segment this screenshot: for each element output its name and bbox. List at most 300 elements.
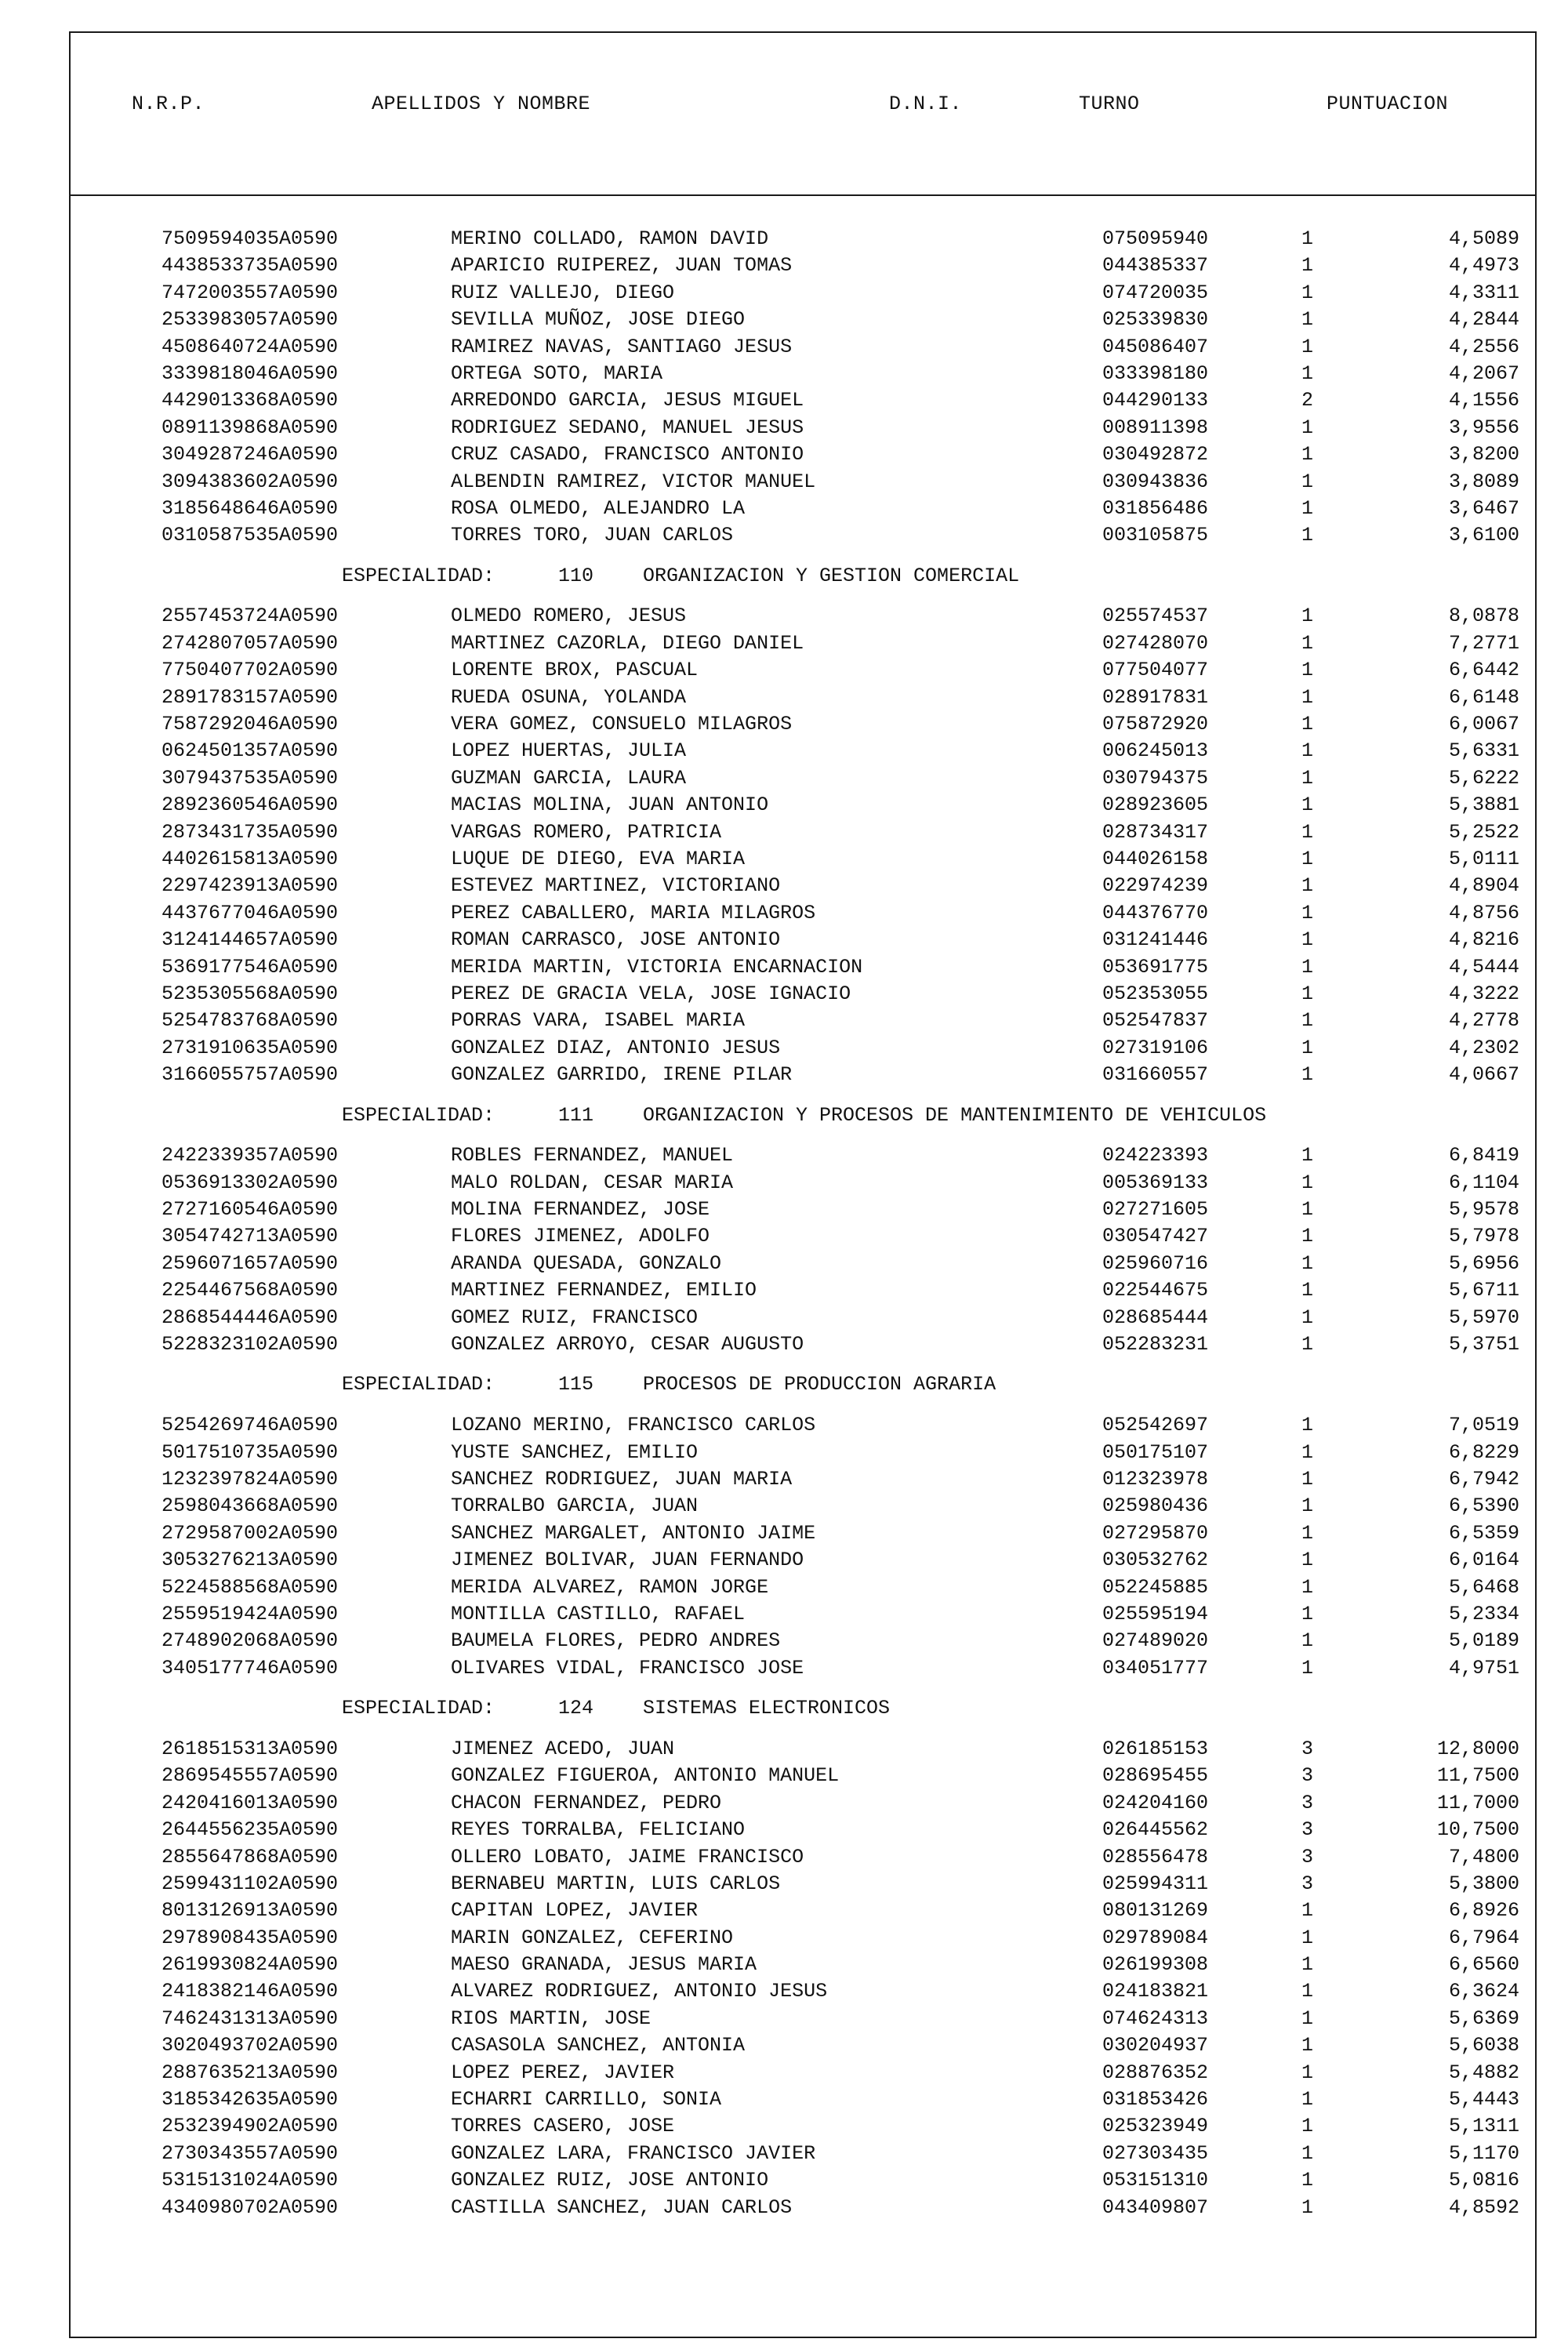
cell-name: JIMENEZ ACEDO, JUAN xyxy=(451,1737,675,1760)
cell-name: GONZALEZ RUIZ, JOSE ANTONIO xyxy=(451,2169,769,2192)
table-row xyxy=(71,1277,1535,1304)
cell-nrp: 7750407702A0590 xyxy=(162,659,339,682)
table-row xyxy=(71,334,1535,361)
table-row xyxy=(71,738,1535,764)
specialty-name: SISTEMAS ELECTRONICOS xyxy=(643,1697,891,1720)
cell-turno: 3 xyxy=(1301,1791,1314,1814)
cell-puntuacion: 8,0878 xyxy=(1448,605,1519,628)
cell-turno: 1 xyxy=(1301,1414,1314,1437)
header-puntuacion: PUNTUACION xyxy=(1327,93,1449,115)
cell-dni: 030547427 xyxy=(1102,1225,1209,1248)
cell-puntuacion: 3,9556 xyxy=(1448,416,1519,439)
cell-puntuacion: 5,6468 xyxy=(1448,1575,1519,1599)
cell-nrp: 3094383602A0590 xyxy=(162,470,339,493)
table-row xyxy=(71,469,1535,496)
cell-turno: 1 xyxy=(1301,1629,1314,1653)
cell-nrp: 3020493702A0590 xyxy=(162,2034,339,2057)
cell-dni: 027295870 xyxy=(1102,1521,1209,1545)
cell-dni: 022974239 xyxy=(1102,874,1209,898)
cell-nrp: 2618515313A0590 xyxy=(162,1737,339,1760)
cell-nrp: 2598043668A0590 xyxy=(162,1494,339,1518)
cell-nrp: 2619930824A0590 xyxy=(162,1953,339,1977)
cell-dni: 027489020 xyxy=(1102,1629,1209,1653)
cell-nrp: 2868544446A0590 xyxy=(162,1306,339,1329)
table-row xyxy=(71,1493,1535,1520)
cell-puntuacion: 5,6369 xyxy=(1448,2006,1519,2030)
cell-dni: 026185153 xyxy=(1102,1737,1209,1760)
cell-dni: 053691775 xyxy=(1102,955,1209,979)
cell-puntuacion: 4,5089 xyxy=(1448,227,1519,250)
cell-dni: 030532762 xyxy=(1102,1549,1209,1572)
specialty-name: PROCESOS DE PRODUCCION AGRARIA xyxy=(643,1373,996,1396)
cell-name: MONTILLA CASTILLO, RAFAEL xyxy=(451,1602,746,1625)
cell-dni: 052283231 xyxy=(1102,1333,1209,1356)
cell-turno: 1 xyxy=(1301,2034,1314,2057)
cell-name: CASASOLA SANCHEZ, ANTONIA xyxy=(451,2034,746,2057)
table-row xyxy=(71,792,1535,819)
cell-turno: 1 xyxy=(1301,1009,1314,1033)
cell-puntuacion: 5,6956 xyxy=(1448,1251,1519,1275)
cell-turno: 1 xyxy=(1301,1494,1314,1518)
cell-name: MERIDA ALVAREZ, RAMON JORGE xyxy=(451,1575,769,1599)
cell-name: MALO ROLDAN, CESAR MARIA xyxy=(451,1171,734,1194)
cell-dni: 031660557 xyxy=(1102,1063,1209,1087)
cell-turno: 1 xyxy=(1301,1198,1314,1222)
cell-nrp: 2742807057A0590 xyxy=(162,631,339,655)
header-turno: TURNO xyxy=(1079,93,1140,115)
table-row xyxy=(71,1170,1535,1197)
cell-puntuacion: 6,0164 xyxy=(1448,1549,1519,1572)
table-row xyxy=(71,873,1535,899)
cell-name: JIMENEZ BOLIVAR, JUAN FERNANDO xyxy=(451,1549,804,1572)
table-row xyxy=(71,307,1535,333)
cell-turno: 1 xyxy=(1301,2169,1314,2192)
cell-dni: 052547837 xyxy=(1102,1009,1209,1033)
cell-puntuacion: 10,7500 xyxy=(1436,1818,1519,1842)
cell-name: ORTEGA SOTO, MARIA xyxy=(451,361,663,385)
cell-puntuacion: 5,6222 xyxy=(1448,766,1519,790)
table-row xyxy=(71,252,1535,279)
cell-name: ECHARRI CARRILLO, SONIA xyxy=(451,2088,722,2112)
cell-turno: 1 xyxy=(1301,254,1314,278)
cell-dni: 030943836 xyxy=(1102,470,1209,493)
cell-puntuacion: 11,7000 xyxy=(1436,1791,1519,1814)
cell-dni: 045086407 xyxy=(1102,335,1209,358)
cell-nrp: 7587292046A0590 xyxy=(162,713,339,736)
cell-turno: 1 xyxy=(1301,443,1314,467)
cell-name: RODRIGUEZ SEDANO, MANUEL JESUS xyxy=(451,416,804,439)
cell-nrp: 0310587535A0590 xyxy=(162,524,339,547)
table-row xyxy=(71,1601,1535,1628)
cell-dni: 025574537 xyxy=(1102,605,1209,628)
cell-nrp: 2557453724A0590 xyxy=(162,605,339,628)
results-listing xyxy=(69,31,1537,2338)
cell-name: TORRES TORO, JUAN CARLOS xyxy=(451,524,734,547)
cell-nrp: 2729587002A0590 xyxy=(162,1521,339,1545)
cell-name: CRUZ CASADO, FRANCISCO ANTONIO xyxy=(451,443,804,467)
cell-dni: 044290133 xyxy=(1102,389,1209,412)
cell-name: MACIAS MOLINA, JUAN ANTONIO xyxy=(451,794,769,817)
cell-nrp: 5017510735A0590 xyxy=(162,1440,339,1464)
cell-dni: 031853426 xyxy=(1102,2088,1209,2112)
table-row xyxy=(71,819,1535,846)
cell-puntuacion: 5,6038 xyxy=(1448,2034,1519,2057)
cell-nrp: 2731910635A0590 xyxy=(162,1036,339,1059)
cell-puntuacion: 6,8419 xyxy=(1448,1144,1519,1168)
specialty-code: 124 xyxy=(558,1697,594,1720)
header-name: APELLIDOS Y NOMBRE xyxy=(372,93,591,115)
cell-dni: 028556478 xyxy=(1102,1845,1209,1868)
cell-name: ARREDONDO GARCIA, JESUS MIGUEL xyxy=(451,389,804,412)
cell-name: VARGAS ROMERO, PATRICIA xyxy=(451,820,722,844)
cell-puntuacion: 6,1104 xyxy=(1448,1171,1519,1194)
cell-turno: 1 xyxy=(1301,416,1314,439)
cell-name: TORRALBO GARCIA, JUAN xyxy=(451,1494,699,1518)
cell-turno: 1 xyxy=(1301,524,1314,547)
cell-name: ROBLES FERNANDEZ, MANUEL xyxy=(451,1144,734,1168)
cell-turno: 1 xyxy=(1301,766,1314,790)
specialty-name: ORGANIZACION Y PROCESOS DE MANTENIMIENTO DE VEHICULOS xyxy=(643,1103,1267,1127)
cell-puntuacion: 6,5359 xyxy=(1448,1521,1519,1545)
table-row xyxy=(71,1952,1535,1978)
specialty-heading xyxy=(71,1358,1535,1412)
cell-puntuacion: 11,7500 xyxy=(1436,1764,1519,1788)
cell-dni: 026445562 xyxy=(1102,1818,1209,1842)
table-row xyxy=(71,1574,1535,1601)
cell-name: MARTINEZ FERNANDEZ, EMILIO xyxy=(451,1279,757,1302)
cell-dni: 028923605 xyxy=(1102,794,1209,817)
cell-nrp: 3185648646A0590 xyxy=(162,496,339,520)
cell-puntuacion: 4,5444 xyxy=(1448,955,1519,979)
cell-puntuacion: 6,6442 xyxy=(1448,659,1519,682)
cell-dni: 030794375 xyxy=(1102,766,1209,790)
table-row xyxy=(71,685,1535,711)
table-row xyxy=(71,1871,1535,1898)
cell-name: PEREZ DE GRACIA VELA, JOSE IGNACIO xyxy=(451,982,851,1005)
cell-dni: 025960716 xyxy=(1102,1251,1209,1275)
table-row xyxy=(71,1925,1535,1952)
cell-dni: 027303435 xyxy=(1102,2141,1209,2165)
cell-dni: 043409807 xyxy=(1102,2195,1209,2219)
cell-name: MAESO GRANADA, JESUS MARIA xyxy=(451,1953,757,1977)
cell-turno: 1 xyxy=(1301,982,1314,1005)
table-row xyxy=(71,2060,1535,2086)
cell-puntuacion: 4,3311 xyxy=(1448,281,1519,304)
cell-puntuacion: 4,2302 xyxy=(1448,1036,1519,1059)
table-row xyxy=(71,1547,1535,1574)
cell-dni: 027428070 xyxy=(1102,631,1209,655)
cell-name: SEVILLA MUÑOZ, JOSE DIEGO xyxy=(451,308,746,332)
cell-turno: 1 xyxy=(1301,901,1314,924)
cell-turno: 1 xyxy=(1301,713,1314,736)
cell-turno: 3 xyxy=(1301,1818,1314,1842)
cell-turno: 1 xyxy=(1301,1144,1314,1168)
cell-puntuacion: 6,3624 xyxy=(1448,1980,1519,2003)
cell-nrp: 7472003557A0590 xyxy=(162,281,339,304)
cell-name: VERA GOMEZ, CONSUELO MILAGROS xyxy=(451,713,793,736)
cell-puntuacion: 5,0816 xyxy=(1448,2169,1519,2192)
table-row xyxy=(71,2167,1535,2194)
table-row xyxy=(71,1008,1535,1034)
cell-puntuacion: 6,7942 xyxy=(1448,1468,1519,1491)
table-row xyxy=(71,387,1535,414)
cell-name: GONZALEZ FIGUEROA, ANTONIO MANUEL xyxy=(451,1764,840,1788)
cell-dni: 025595194 xyxy=(1102,1602,1209,1625)
cell-nrp: 2420416013A0590 xyxy=(162,1791,339,1814)
cell-turno: 1 xyxy=(1301,1468,1314,1491)
cell-puntuacion: 5,5970 xyxy=(1448,1306,1519,1329)
cell-nrp: 5235305568A0590 xyxy=(162,982,339,1005)
cell-nrp: 4429013368A0590 xyxy=(162,389,339,412)
cell-name: GONZALEZ LARA, FRANCISCO JAVIER xyxy=(451,2141,816,2165)
cell-name: PEREZ CABALLERO, MARIA MILAGROS xyxy=(451,901,816,924)
cell-turno: 1 xyxy=(1301,1549,1314,1572)
cell-turno: 1 xyxy=(1301,659,1314,682)
cell-turno: 1 xyxy=(1301,1333,1314,1356)
specialty-code: 110 xyxy=(558,564,594,587)
cell-turno: 1 xyxy=(1301,1440,1314,1464)
cell-name: ALVAREZ RODRIGUEZ, ANTONIO JESUS xyxy=(451,1980,828,2003)
cell-puntuacion: 4,8904 xyxy=(1448,874,1519,898)
table-row xyxy=(71,1520,1535,1547)
cell-dni: 024183821 xyxy=(1102,1980,1209,2003)
cell-puntuacion: 5,7978 xyxy=(1448,1225,1519,1248)
cell-nrp: 2533983057A0590 xyxy=(162,308,339,332)
cell-dni: 077504077 xyxy=(1102,659,1209,682)
table-row xyxy=(71,2113,1535,2140)
cell-name: RUIZ VALLEJO, DIEGO xyxy=(451,281,675,304)
cell-dni: 030204937 xyxy=(1102,2034,1209,2057)
cell-name: ROSA OLMEDO, ALEJANDRO LA xyxy=(451,496,746,520)
cell-name: MOLINA FERNANDEZ, JOSE xyxy=(451,1198,710,1222)
cell-nrp: 3049287246A0590 xyxy=(162,443,339,467)
cell-nrp: 3054742713A0590 xyxy=(162,1225,339,1248)
table-row xyxy=(71,1736,1535,1763)
cell-name: GONZALEZ GARRIDO, IRENE PILAR xyxy=(451,1063,793,1087)
cell-name: MARIN GONZALEZ, CEFERINO xyxy=(451,1926,734,1949)
cell-name: OLMEDO ROMERO, JESUS xyxy=(451,605,687,628)
cell-name: ROMAN CARRASCO, JOSE ANTONIO xyxy=(451,928,781,952)
cell-dni: 012323978 xyxy=(1102,1468,1209,1491)
table-row xyxy=(71,415,1535,441)
cell-name: GOMEZ RUIZ, FRANCISCO xyxy=(451,1306,699,1329)
table-row xyxy=(71,1331,1535,1358)
cell-puntuacion: 5,2334 xyxy=(1448,1602,1519,1625)
cell-nrp: 2727160546A0590 xyxy=(162,1198,339,1222)
cell-dni: 075872920 xyxy=(1102,713,1209,736)
cell-nrp: 4437677046A0590 xyxy=(162,901,339,924)
cell-turno: 1 xyxy=(1301,1575,1314,1599)
table-row xyxy=(71,2195,1535,2221)
cell-puntuacion: 5,3800 xyxy=(1448,1872,1519,1895)
table-row xyxy=(71,496,1535,522)
table-row xyxy=(71,226,1535,252)
cell-nrp: 4438533735A0590 xyxy=(162,254,339,278)
cell-puntuacion: 5,1170 xyxy=(1448,2141,1519,2165)
cell-name: CAPITAN LOPEZ, JAVIER xyxy=(451,1899,699,1923)
cell-dni: 028876352 xyxy=(1102,2061,1209,2084)
cell-nrp: 2748902068A0590 xyxy=(162,1629,339,1653)
cell-dni: 050175107 xyxy=(1102,1440,1209,1464)
cell-name: OLIVARES VIDAL, FRANCISCO JOSE xyxy=(451,1656,804,1680)
table-row xyxy=(71,765,1535,792)
table-row xyxy=(71,630,1535,657)
cell-turno: 1 xyxy=(1301,361,1314,385)
table-header xyxy=(71,33,1535,196)
cell-turno: 1 xyxy=(1301,1602,1314,1625)
cell-puntuacion: 4,8216 xyxy=(1448,928,1519,952)
cell-turno: 1 xyxy=(1301,685,1314,709)
specialty-label: ESPECIALIDAD: xyxy=(342,1697,495,1720)
cell-nrp: 2869545557A0590 xyxy=(162,1764,339,1788)
cell-name: BERNABEU MARTIN, LUIS CARLOS xyxy=(451,1872,781,1895)
cell-name: FLORES JIMENEZ, ADOLFO xyxy=(451,1225,710,1248)
cell-turno: 1 xyxy=(1301,1656,1314,1680)
cell-dni: 075095940 xyxy=(1102,227,1209,250)
specialty-heading xyxy=(71,1089,1535,1143)
cell-puntuacion: 6,8229 xyxy=(1448,1440,1519,1464)
cell-name: MARTINEZ CAZORLA, DIEGO DANIEL xyxy=(451,631,804,655)
cell-name: GONZALEZ ARROYO, CESAR AUGUSTO xyxy=(451,1333,804,1356)
cell-nrp: 2644556235A0590 xyxy=(162,1818,339,1842)
cell-turno: 3 xyxy=(1301,1764,1314,1788)
cell-puntuacion: 5,4443 xyxy=(1448,2088,1519,2112)
cell-turno: 1 xyxy=(1301,739,1314,763)
cell-puntuacion: 5,3881 xyxy=(1448,794,1519,817)
cell-nrp: 3166055757A0590 xyxy=(162,1063,339,1087)
cell-turno: 3 xyxy=(1301,1872,1314,1895)
cell-turno: 1 xyxy=(1301,227,1314,250)
cell-nrp: 3185342635A0590 xyxy=(162,2088,339,2112)
table-row xyxy=(71,2032,1535,2059)
cell-nrp: 5254269746A0590 xyxy=(162,1414,339,1437)
cell-turno: 1 xyxy=(1301,1953,1314,1977)
cell-nrp: 5228323102A0590 xyxy=(162,1333,339,1356)
cell-dni: 074624313 xyxy=(1102,2006,1209,2030)
cell-name: CASTILLA SANCHEZ, JUAN CARLOS xyxy=(451,2195,793,2219)
cell-dni: 031241446 xyxy=(1102,928,1209,952)
cell-nrp: 2418382146A0590 xyxy=(162,1980,339,2003)
cell-dni: 008911398 xyxy=(1102,416,1209,439)
cell-puntuacion: 6,6560 xyxy=(1448,1953,1519,1977)
cell-turno: 3 xyxy=(1301,1845,1314,1868)
table-row xyxy=(71,846,1535,873)
cell-name: RIOS MARTIN, JOSE xyxy=(451,2006,652,2030)
cell-turno: 1 xyxy=(1301,1899,1314,1923)
table-row xyxy=(71,900,1535,927)
cell-dni: 028734317 xyxy=(1102,820,1209,844)
cell-turno: 1 xyxy=(1301,496,1314,520)
header-dni: D.N.I. xyxy=(889,93,963,115)
cell-name: APARICIO RUIPEREZ, JUAN TOMAS xyxy=(451,254,793,278)
cell-puntuacion: 4,4973 xyxy=(1448,254,1519,278)
cell-dni: 044376770 xyxy=(1102,901,1209,924)
table-row xyxy=(71,657,1535,684)
cell-puntuacion: 6,7964 xyxy=(1448,1926,1519,1949)
cell-puntuacion: 3,8089 xyxy=(1448,470,1519,493)
cell-nrp: 2887635213A0590 xyxy=(162,2061,339,2084)
cell-dni: 027319106 xyxy=(1102,1036,1209,1059)
cell-turno: 1 xyxy=(1301,2115,1314,2138)
cell-name: LUQUE DE DIEGO, EVA MARIA xyxy=(451,848,746,870)
cell-dni: 044026158 xyxy=(1102,848,1209,870)
table-row xyxy=(71,2086,1535,2113)
cell-turno: 1 xyxy=(1301,1251,1314,1275)
cell-name: RUEDA OSUNA, YOLANDA xyxy=(451,685,687,709)
cell-dni: 028917831 xyxy=(1102,685,1209,709)
cell-nrp: 2873431735A0590 xyxy=(162,820,339,844)
cell-dni: 052353055 xyxy=(1102,982,1209,1005)
cell-nrp: 5254783768A0590 xyxy=(162,1009,339,1033)
table-row xyxy=(71,1251,1535,1277)
cell-turno: 2 xyxy=(1301,389,1314,412)
cell-turno: 1 xyxy=(1301,2088,1314,2112)
cell-puntuacion: 4,9751 xyxy=(1448,1656,1519,1680)
table-row xyxy=(71,1628,1535,1654)
table-row xyxy=(71,1142,1535,1169)
cell-puntuacion: 5,6331 xyxy=(1448,739,1519,763)
cell-dni: 025339830 xyxy=(1102,308,1209,332)
table-row xyxy=(71,1440,1535,1466)
cell-name: GUZMAN GARCIA, LAURA xyxy=(451,766,687,790)
cell-name: CHACON FERNANDEZ, PEDRO xyxy=(451,1791,722,1814)
table-row xyxy=(71,1844,1535,1871)
cell-turno: 1 xyxy=(1301,1171,1314,1194)
cell-dni: 053151310 xyxy=(1102,2169,1209,2192)
cell-dni: 031856486 xyxy=(1102,496,1209,520)
table-row xyxy=(71,280,1535,307)
cell-puntuacion: 4,2844 xyxy=(1448,308,1519,332)
cell-name: SANCHEZ MARGALET, ANTONIO JAIME xyxy=(451,1521,816,1545)
cell-turno: 1 xyxy=(1301,2006,1314,2030)
cell-dni: 080131269 xyxy=(1102,1899,1209,1923)
cell-nrp: 2297423913A0590 xyxy=(162,874,339,898)
cell-nrp: 2254467568A0590 xyxy=(162,1279,339,1302)
cell-turno: 1 xyxy=(1301,874,1314,898)
cell-name: REYES TORRALBA, FELICIANO xyxy=(451,1818,746,1842)
cell-nrp: 2855647868A0590 xyxy=(162,1845,339,1868)
cell-turno: 1 xyxy=(1301,1521,1314,1545)
cell-nrp: 7509594035A0590 xyxy=(162,227,339,250)
cell-puntuacion: 4,3222 xyxy=(1448,982,1519,1005)
cell-dni: 027271605 xyxy=(1102,1198,1209,1222)
cell-puntuacion: 5,2522 xyxy=(1448,820,1519,844)
cell-puntuacion: 6,8926 xyxy=(1448,1899,1519,1923)
cell-dni: 074720035 xyxy=(1102,281,1209,304)
cell-dni: 024204160 xyxy=(1102,1791,1209,1814)
table-row xyxy=(71,1978,1535,2005)
cell-nrp: 2892360546A0590 xyxy=(162,794,339,817)
cell-nrp: 8013126913A0590 xyxy=(162,1899,339,1923)
cell-dni: 028685444 xyxy=(1102,1306,1209,1329)
specialty-label: ESPECIALIDAD: xyxy=(342,1103,495,1127)
cell-turno: 1 xyxy=(1301,1279,1314,1302)
cell-dni: 052245885 xyxy=(1102,1575,1209,1599)
cell-turno: 1 xyxy=(1301,2141,1314,2165)
table-row xyxy=(71,1197,1535,1223)
cell-nrp: 3053276213A0590 xyxy=(162,1549,339,1572)
cell-nrp: 2730343557A0590 xyxy=(162,2141,339,2165)
cell-name: ALBENDIN RAMIREZ, VICTOR MANUEL xyxy=(451,470,816,493)
cell-puntuacion: 4,2778 xyxy=(1448,1009,1519,1033)
cell-puntuacion: 6,0067 xyxy=(1448,713,1519,736)
cell-nrp: 2891783157A0590 xyxy=(162,685,339,709)
cell-puntuacion: 5,6711 xyxy=(1448,1279,1519,1302)
cell-nrp: 5315131024A0590 xyxy=(162,2169,339,2192)
table-row xyxy=(71,1466,1535,1493)
table-row xyxy=(71,981,1535,1008)
cell-nrp: 3339818046A0590 xyxy=(162,361,339,385)
